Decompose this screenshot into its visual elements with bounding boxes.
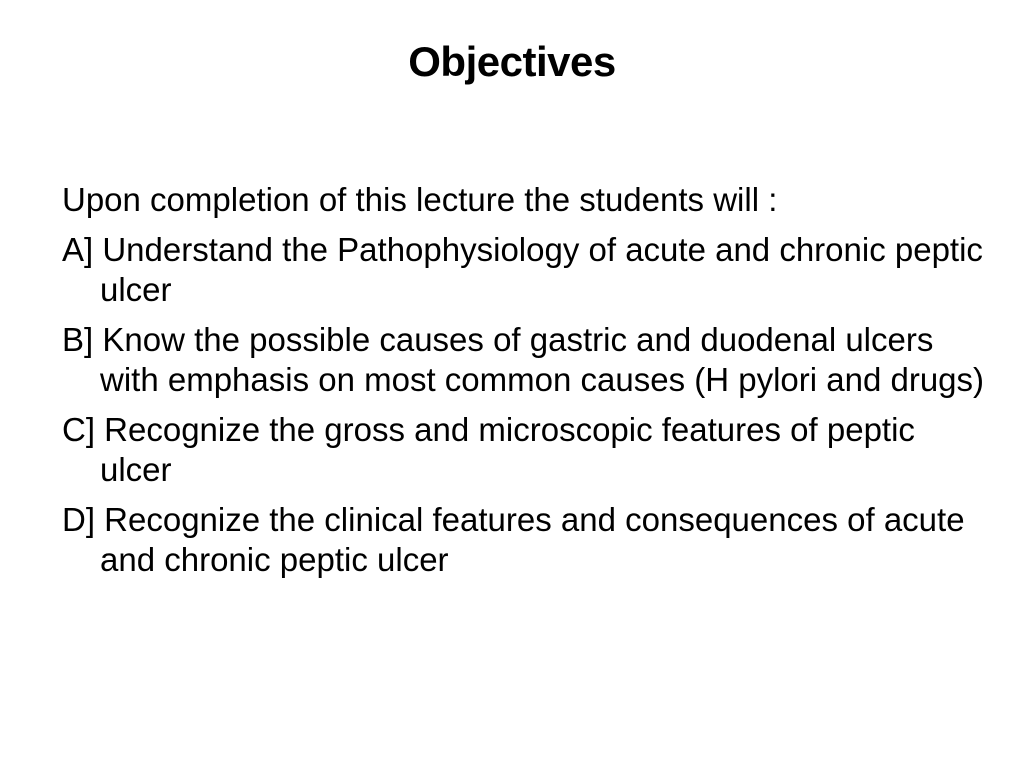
objective-d: D] Recognize the clinical features and consequences of acute and chronic peptic ulcer xyxy=(62,501,965,578)
objective-a: A] Understand the Pathophysiology of acute and chronic peptic ulcer xyxy=(62,231,983,308)
intro-text: Upon completion of this lecture the students will : xyxy=(62,181,778,218)
objective-b: B] Know the possible causes of gastric and duodenal ulcers with emphasis on most common causes (H pylori and drugs) xyxy=(62,321,985,398)
slide-body xyxy=(62,180,992,590)
objective-c: C] Recognize the gross and microscopic features of peptic ulcer xyxy=(62,411,915,488)
slide-title: Objectives xyxy=(408,38,616,85)
